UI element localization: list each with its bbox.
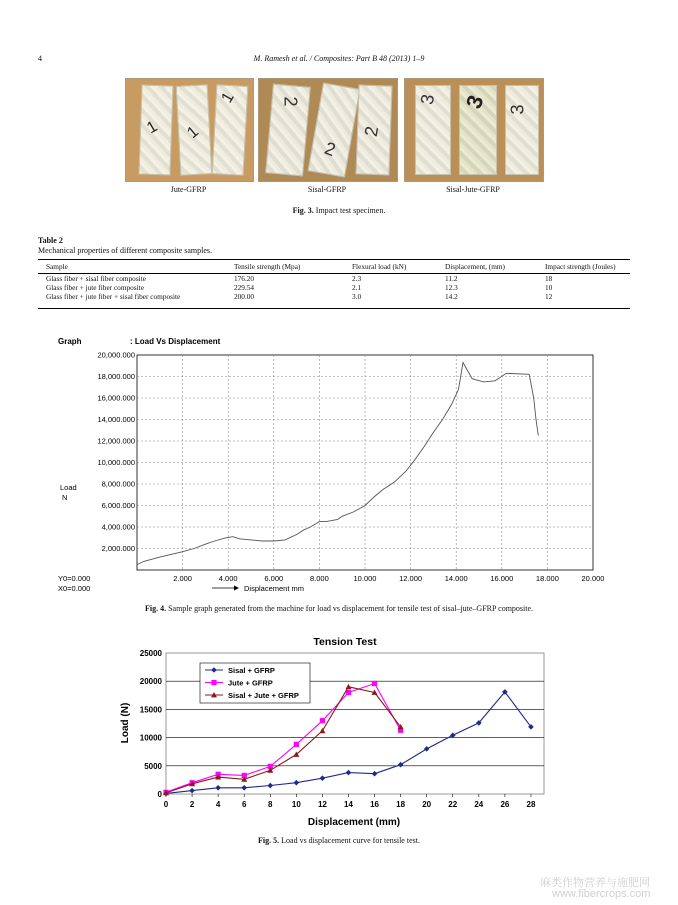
specimen-mark: 1 (144, 117, 161, 138)
x-tick-label: 10.000 (353, 574, 377, 583)
table-cell: 2.1 (352, 283, 362, 292)
x-axis-label: Displacement (mm) (307, 817, 401, 828)
x-tick-label: 8 (268, 800, 273, 809)
table-cell: 10 (545, 283, 553, 292)
x-tick-label: 12.000 (399, 574, 423, 583)
x-tick-label: 2.000 (173, 574, 192, 583)
table-cell: Glass fiber + jute fiber + sisal fiber composite (46, 292, 181, 301)
x-tick-label: 10 (291, 800, 301, 809)
photo-label: Sisal-Jute-GFRP (446, 185, 500, 194)
figure-label: Fig. 3. (292, 206, 314, 215)
y-tick-label: 4,000.000 (101, 522, 135, 532)
x-tick-label: 6 (241, 800, 247, 809)
table-label: Table 2 (38, 236, 63, 245)
legend-label: Jute + GFRP (228, 678, 273, 688)
y-tick-label: 2,000.000 (101, 544, 135, 553)
data-point (320, 718, 325, 723)
y-tick-label: 18,000.000 (97, 372, 135, 381)
specimen-mark: 2 (280, 96, 301, 107)
load-displacement-machine-chart (0, 330, 678, 600)
caption-text: Sample graph generated from the machine for load vs displacement for tensile test of sisal–jute–GFRP composite. (166, 604, 534, 613)
y-tick-label: 6,000.000 (101, 501, 135, 510)
table-row (42, 292, 620, 301)
specimen-mark: 1 (184, 123, 203, 142)
photo-label: Jute-GFRP (170, 185, 207, 194)
x-tick-label: 28 (526, 800, 536, 809)
y-tick-label: 20,000.000 (97, 350, 135, 360)
photo-jute-gfrp (125, 78, 254, 182)
table-row (42, 274, 620, 283)
table-cell: Glass fiber + sisal fiber composite (46, 274, 146, 283)
y-tick-label: 8,000.000 (101, 479, 135, 489)
table-header-row (42, 262, 620, 271)
column-header: Sample (46, 262, 68, 271)
watermark-url: www.fibercrops.com (552, 888, 651, 900)
y-axis-label: Load (60, 483, 77, 492)
page-number: 4 (38, 54, 42, 63)
x-tick-label: 16 (370, 800, 380, 809)
origin-y-label: Y0=0.000 (58, 574, 91, 583)
chart-title: : Load Vs Displacement (130, 337, 221, 346)
table-cell: 2.3 (352, 274, 362, 283)
load-curve (137, 363, 538, 565)
x-tick-label: 12 (317, 800, 327, 809)
table-cell: 12 (545, 292, 553, 301)
x-tick-label: 24 (474, 800, 484, 809)
y-tick-label: 10,000.000 (97, 458, 135, 467)
table-cell: 200.00 (234, 292, 255, 301)
x-tick-label: 20.000 (581, 574, 605, 583)
y-tick-label: 25000 (139, 649, 162, 658)
table-row (42, 283, 620, 292)
y-tick-label: 15000 (139, 705, 162, 715)
specimen-mark: 1 (218, 89, 238, 106)
table-cell: 18 (545, 274, 553, 283)
table-cell: Glass fiber + jute fiber composite (46, 283, 144, 292)
specimen-mark: 2 (322, 137, 339, 161)
x-axis-arrow (212, 586, 239, 591)
figure-4-caption (0, 604, 678, 613)
caption-text: Impact test specimen. (313, 206, 386, 215)
x-tick-label: 0 (163, 800, 169, 809)
x-tick-label: 14 (344, 800, 353, 809)
x-tick-label: 18.000 (535, 574, 559, 583)
figure-5-caption (0, 836, 678, 845)
table-cell: 229.54 (234, 283, 255, 292)
x-tick-label: 26 (500, 800, 510, 809)
x-tick-label: 14.000 (444, 574, 468, 583)
tension-test-chart (0, 630, 678, 830)
specimen-mark: 3 (416, 92, 439, 107)
chart-title: Tension Test (313, 636, 377, 648)
data-point (294, 742, 299, 747)
table-rule-bottom (38, 308, 630, 309)
running-header: M. Ramesh et al. / Composites: Part B 48 (2013) 1–9 (253, 54, 425, 63)
y-tick-label: 12,000.000 (97, 436, 135, 446)
x-tick-label: 22 (448, 800, 458, 809)
specimen-mark: 3 (507, 104, 528, 115)
table-cell: 3.0 (352, 292, 362, 301)
table-cell: 14.2 (445, 292, 458, 301)
legend-label: Sisal + Jute + GFRP (228, 691, 299, 700)
specimen-mark: 2 (360, 124, 383, 139)
figure-3-caption (0, 206, 678, 215)
x-tick-label: 6.000 (264, 574, 284, 583)
table-rule-top (38, 259, 630, 260)
watermark-title: 麻类作物营养与施肥网 (540, 877, 650, 889)
table-cell: 12.3 (445, 283, 458, 292)
photo-sisal-gfrp (258, 78, 398, 182)
y-tick-label: 16,000.000 (97, 393, 135, 403)
data-point (211, 680, 216, 685)
photo-label: Sisal-GFRP (307, 185, 347, 194)
y-axis-label: Load (N) (120, 702, 131, 744)
table-caption: Mechanical properties of different composite samples. (38, 246, 213, 255)
table-2 (42, 262, 620, 301)
table-cell: 11.2 (445, 274, 458, 283)
photo-sisal-jute-gfrp (404, 78, 544, 182)
column-header: Tensile strength (Mpa) (234, 262, 301, 271)
y-tick-label: 0 (157, 790, 162, 799)
column-header: Impact strength (Joules) (545, 262, 616, 271)
figure-label: Fig. 4. (144, 604, 167, 613)
y-axis-unit: N (62, 493, 68, 502)
y-tick-label: 20000 (139, 677, 162, 687)
legend-label: Sisal + GFRP (228, 666, 275, 675)
x-tick-label: 4.000 (218, 574, 238, 583)
x-tick-label: 20 (422, 800, 432, 809)
column-header: Displacement, (mm) (445, 262, 505, 271)
x-tick-label: 2 (189, 800, 195, 809)
x-tick-label: 16.000 (490, 574, 514, 583)
origin-x-label: X0=0.000 (58, 584, 91, 593)
specimen-mark: 3 (460, 91, 489, 112)
y-tick-label: 10000 (139, 733, 162, 743)
figure-label: Fig. 5. (258, 836, 280, 845)
x-tick-label: 4 (215, 800, 221, 809)
y-tick-label: 14,000.000 (97, 415, 135, 424)
data-point (372, 681, 377, 686)
x-axis-label: Displacement mm (244, 584, 305, 593)
caption-text: Load vs displacement curve for tensile test. (279, 836, 420, 845)
y-tick-label: 5000 (144, 761, 162, 771)
column-header: Flexural load (kN) (352, 262, 407, 271)
x-tick-label: 8.000 (310, 574, 329, 583)
table-cell: 176.20 (234, 274, 255, 283)
x-tick-label: 18 (396, 800, 406, 809)
graph-label: Graph (58, 337, 82, 346)
